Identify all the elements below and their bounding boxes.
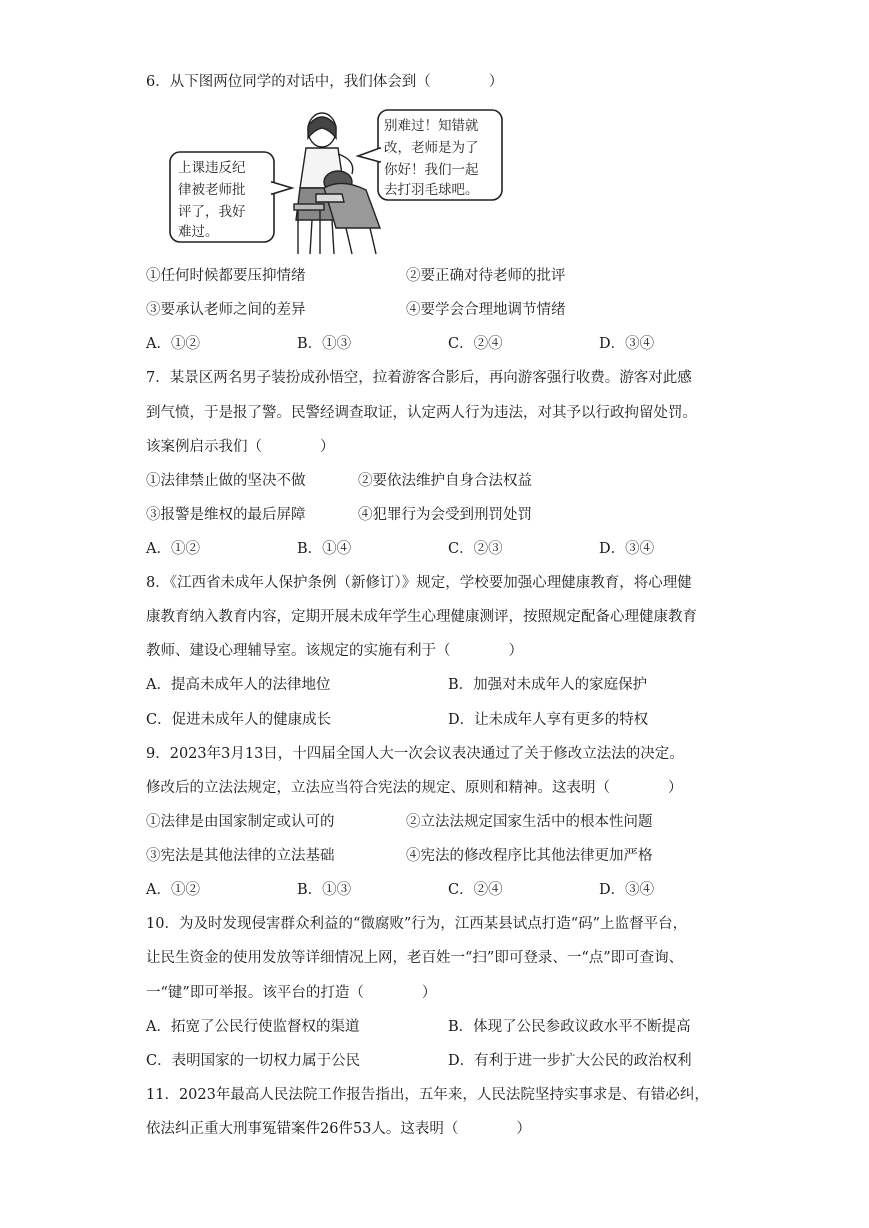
q10-choice-d: D．有利于进一步扩大公民的政治权利 (448, 1053, 692, 1069)
q8-choice-a: A．提高未成年人的法律地位 (146, 677, 331, 693)
left-bubble-line-2: 律被老师批 (178, 182, 246, 198)
q8-stem-line-1: 8．《江西省未成年人保护条例（新修订）》规定，学校要加强心理健康教育，将心理健 (146, 575, 692, 591)
q9-choice-b: B．①③ (297, 882, 352, 898)
q11-stem-line-2: 依法纠正重大刑事冤错案件26件53人。这表明（ ） (146, 1121, 531, 1137)
q9-choice-c: C．②④ (448, 882, 503, 898)
left-bubble-line-1: 上课违反纪 (178, 160, 246, 176)
q6-choice-a: A．①② (146, 336, 200, 352)
q7-option-3: ③报警是维权的最后屏障 (146, 507, 306, 523)
q10-choice-a: A．拓宽了公民行使监督权的渠道 (146, 1019, 360, 1035)
q7-option-1: ①法律禁止做的坚决不做 (146, 473, 306, 489)
right-bubble-line-3: 你好！我们一起 (384, 162, 479, 178)
q6-option-2: ②要正确对待老师的批评 (406, 268, 566, 284)
q9-option-3: ③宪法是其他法律的立法基础 (146, 848, 335, 864)
q10-choice-c: C．表明国家的一切权力属于公民 (146, 1053, 361, 1069)
q6-option-1: ①任何时候都要压抑情绪 (146, 268, 306, 284)
q7-stem-line-1: 7．某景区两名男子装扮成孙悟空，拉着游客合影后，再向游客强行收费。游客对此感 (146, 370, 692, 386)
q7-choice-c: C．②③ (448, 541, 503, 557)
q9-stem-line-1: 9．2023年3月13日，十四届全国人大一次会议表决通过了关于修改立法法的决定。 (146, 746, 684, 762)
q10-stem-line-3: 一“键”即可举报。该平台的打造（ ） (146, 985, 437, 1001)
q9-option-2: ②立法法规定国家生活中的根本性问题 (406, 814, 653, 830)
q9-option-1: ①法律是由国家制定或认可的 (146, 814, 335, 830)
q7-option-4: ④犯罪行为会受到刑罚处罚 (358, 507, 532, 523)
q9-option-4: ④宪法的修改程序比其他法律更加严格 (406, 848, 653, 864)
q11-stem-line-1: 11．2023年最高人民法院工作报告指出，五年来，人民法院坚持实事求是、有错必纠， (146, 1087, 709, 1103)
q7-option-2: ②要依法维护自身合法权益 (358, 473, 532, 489)
q6-illustration (166, 108, 506, 256)
q7-choice-b: B．①④ (297, 541, 352, 557)
q6-option-4: ④要学会合理地调节情绪 (406, 302, 566, 318)
q10-stem-line-1: 10．为及时发现侵害群众利益的“微腐败”行为，江西某县试点打造“码”上监督平台， (146, 916, 688, 932)
q6-option-3: ③要承认老师之间的差异 (146, 302, 306, 318)
q10-choice-b: B．体现了公民参政议政水平不断提高 (448, 1019, 691, 1035)
q8-choice-c: C．促进未成年人的健康成长 (146, 712, 332, 728)
q6-choice-c: C．②④ (448, 336, 503, 352)
q7-stem-line-2: 到气愤，于是报了警。民警经调查取证，认定两人行为违法，对其予以行政拘留处罚。 (146, 405, 697, 421)
right-bubble-line-1: 别难过！知错就 (384, 118, 479, 134)
q8-stem-line-2: 康教育纳入教育内容，定期开展未成年学生心理健康测评，按照规定配备心理健康教育 (146, 609, 697, 625)
left-bubble-line-3: 评了，我好 (178, 204, 246, 220)
two-students-figure (294, 113, 380, 254)
q9-stem-line-2: 修改后的立法法规定，立法应当符合宪法的规定、原则和精神。这表明（ ） (146, 780, 683, 796)
right-bubble-line-4: 去打羽毛球吧。 (384, 182, 479, 198)
q9-choice-d: D．③④ (599, 882, 655, 898)
q10-stem-line-2: 让民生资金的使用发放等详细情况上网，老百姓一“扫”即可登录、一“点”即可查询、 (146, 950, 684, 966)
q6-stem: 6．从下图两位同学的对话中，我们体会到（ ） (146, 74, 504, 90)
right-bubble-line-2: 改，老师是为了 (384, 140, 479, 156)
q9-choice-a: A．①② (146, 882, 200, 898)
q8-stem-line-3: 教师、建设心理辅导室。该规定的实施有利于（ ） (146, 643, 523, 659)
q7-stem-line-3: 该案例启示我们（ ） (146, 439, 335, 455)
q7-choice-d: D．③④ (599, 541, 655, 557)
q7-choice-a: A．①② (146, 541, 200, 557)
q8-choice-d: D．让未成年人享有更多的特权 (448, 712, 649, 728)
q6-choice-b: B．①③ (297, 336, 352, 352)
q6-choice-d: D．③④ (599, 336, 655, 352)
q8-choice-b: B．加强对未成年人的家庭保护 (448, 677, 648, 693)
left-bubble-line-4: 难过。 (178, 224, 219, 240)
